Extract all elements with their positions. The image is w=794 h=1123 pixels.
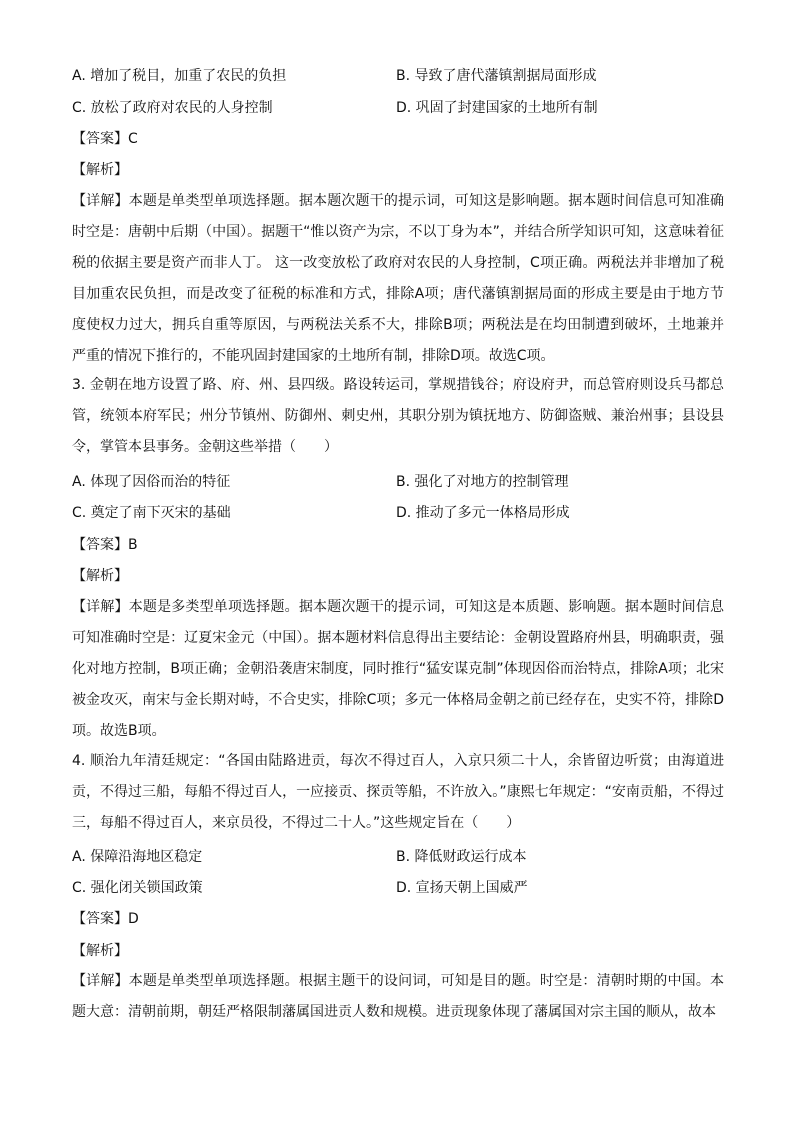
q4-option-c: C. 强化闭关锁国政策 [72,880,203,896]
q3-answer: 【答案】B [72,537,138,553]
q4-answer: 【答案】D [72,911,139,927]
q4-analysis-label: 【解析】 [72,943,128,959]
q2-detail: 【详解】本题是单类型单项选择题。据本题次题干的提示词，可知这是影响题。据本题时间信息可知准确时空是：唐朝中后期（中国）。据题干“惟以资产为宗，不以丁身为本”，并结合所学知识可知，这意味着征税的依据主要是资产而非人丁。 这一改变放松了政府对农民的人身控制，C项正确。两税法并非增加了税目加重农民负担，而是改变了征税的标准和方式，排除A项；唐代藩镇割据局面的形成主要是由于地方节度使权力过大，拥兵自重等原因，与两税法关系不大，排除B项；两税法是在均田制遭到破坏，土地兼并严重的情况下推行的，不能巩固封建国家的土地所有制，排除D项。故选C项。 [72,193,724,364]
q3-detail: 【详解】本题是多类型单项选择题。据本题次题干的提示词，可知这是本质题、影响题。据本题时间信息可知准确时空是：辽夏宋金元（中国）。据本题材料信息得出主要结论：金朝设置路府州县，明确职责，强化对地方控制，B项正确；金朝沿袭唐宋制度，同时推行“猛安谋克制”体现因俗而治特点，排除A项；北宋被金攻灭，南宋与金长期对峙，不合史实，排除C项；多元一体格局金朝之前已经存在，史实不符，排除D项。故选B项。 [72,599,724,739]
q4-option-d: D. 宣扬天朝上国威严 [396,880,528,896]
q4-detail: 【详解】本题是单类型单项选择题。根据主题干的设问词，可知是目的题。时空是：清朝时期的中国。本题大意：清朝前期，朝廷严格限制藩属国进贡人数和规模。进贡现象体现了藩属国对宗主国的顺从，故本 [72,973,724,1020]
q2-option-c: C. 放松了政府对农民的人身控制 [72,100,273,116]
q3-option-c: C. 奠定了南下灭宋的基础 [72,505,231,521]
q3-option-b: B. 强化了对地方的控制管理 [396,474,569,490]
q4-option-b: B. 降低财政运行成本 [396,849,527,865]
q3-option-a: A. 体现了因俗而治的特征 [72,474,231,490]
q3-analysis-label: 【解析】 [72,568,128,584]
q2-analysis-label: 【解析】 [72,162,128,178]
q2-answer: 【答案】C [72,131,138,147]
q3-stem: 3. 金朝在地方设置了路、府、州、县四级。路设转运司，掌规措钱谷；府设府尹，而总管府则设兵马都总管，统领本府军民；州分节镇州、防御州、刺史州，其职分别为镇抚地方、防御盗贼、兼治州事；县设县令，掌管本县事务。金朝这些举措（ ） [72,377,724,455]
q2-option-b: B. 导致了唐代藩镇割据局面形成 [396,68,597,84]
q3-option-d: D. 推动了多元一体格局形成 [396,505,570,521]
q4-option-a: A. 保障沿海地区稳定 [72,849,203,865]
q4-stem: 4. 顺治九年清廷规定：“各国由陆路进贡，每次不得过百人，入京只须二十人，余皆留边听赏；由海道进贡，不得过三船，每船不得过百人，一应接贡、探贡等船，不许放入。”康熙七年规定：“安南贡船，不得过三，每船不得过百人，来京员役，不得过二十人。”这些规定旨在（ ） [72,753,724,831]
q2-option-d: D. 巩固了封建国家的土地所有制 [396,100,598,116]
q2-option-a: A. 增加了税目，加重了农民的负担 [72,68,287,84]
